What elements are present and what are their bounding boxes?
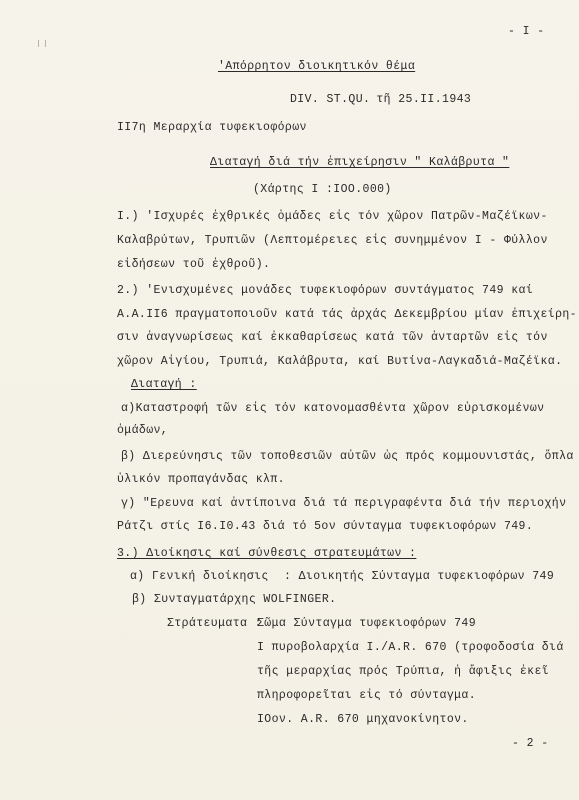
pencil-mark bbox=[38, 40, 46, 47]
order-c-line1: γ) "Ερευνα καί ἀντίποινα διά τά περιγραφέντα διά τήν περιοχήν bbox=[121, 497, 567, 510]
division-line: II7η Μεραρχία τυφεκιοφόρων bbox=[117, 121, 307, 134]
section1-line2: Καλαβρύτων, Τρυπιῶν (Λεπτομέρειες εἰς συνημμένον I - Φύλλον bbox=[117, 234, 548, 247]
section1-line3: εἰδήσεων τοῦ ἐχθροῦ). bbox=[117, 258, 271, 271]
page-number-top: - I - bbox=[508, 25, 545, 38]
order-a-line2: ὁμάδων, bbox=[117, 424, 169, 437]
order-c-line2: Ράτζι στίς I6.I0.43 διά τό 5ον σύνταγμα τυφεκιοφόρων 749. bbox=[117, 520, 534, 533]
order-b-line2: ὑλικόν προπαγάνδας κλπ. bbox=[117, 473, 285, 486]
order-b-line1: β) Διερεύνησις τῶν τοποθεσιῶν αὐτῶν ὡς πρός κομμουνιστάς, ὅπλα bbox=[121, 450, 574, 463]
troops-label: Στράτευματα : bbox=[167, 617, 262, 630]
document-title: Διαταγή διά τήν ἐπιχείρησιν " Καλάβρυτα " bbox=[210, 156, 510, 169]
order-a-line1: α)Καταστροφή τῶν εἰς τόν κατονομασθέντα χῶρον εὑρισκομένων bbox=[121, 402, 545, 415]
classification-line: 'Απόρρητον διοικητικόν θέμα bbox=[218, 60, 416, 73]
section2-line3: σιν ἀναγνωρίσεως καί ἐκκαθαρίσεως κατά τῶν ἀνταρτῶν εἰς τόν bbox=[117, 331, 548, 344]
section1-line1: I.) 'Ισχυρές ἐχθρικές ὁμάδες εἰς τόν χῶρον Πατρῶν-Μαζέϊκων- bbox=[117, 210, 548, 223]
section3-b-line: β) Συνταγματάρχης WOLFINGER. bbox=[132, 593, 337, 606]
section3-a-value: : Διοικητής Σύνταγμα τυφεκιοφόρων 749 bbox=[284, 570, 555, 583]
troops-line2: I πυροβολαρχία I./A.R. 670 (τροφοδοσία διά bbox=[257, 641, 564, 654]
troops-line1: Σῶμα Σύνταγμα τυφεκιοφόρων 749 bbox=[257, 617, 477, 630]
order-heading: Διαταγή : bbox=[131, 378, 197, 391]
section2-line1: 2.) 'Ενισχυμένες μονάδες τυφεκιοφόρων συντάγματος 749 καί bbox=[117, 284, 534, 297]
troops-line3: τῆς μεραρχίας πρός Τρύπια, ἡ ἄφιξις ἐκεῖ bbox=[257, 665, 550, 678]
header-line bbox=[290, 93, 471, 107]
map-reference: (Χάρτης I :IOO.000) bbox=[253, 183, 392, 196]
section2-line2: A.A.II6 πραγματοποιοῦν κατά τάς ἀρχάς Δεκεμβρίου μίαν ἐπιχείρη- bbox=[117, 308, 577, 321]
header-date: τῆ 25.II.1943 bbox=[376, 93, 472, 106]
section3-a-label: α) Γενική διοίκησις bbox=[130, 570, 269, 583]
section2-line4: χῶρον Αἰγίου, Τρυπιά, Καλάβρυτα, καί Βυτίνα-Λαγκαδιά-Μαζέϊκα. bbox=[117, 355, 563, 368]
page-number-bottom: - 2 - bbox=[512, 737, 549, 750]
troops-line4: πληροφορεῖται εἰς τό σύνταγμα. bbox=[257, 689, 477, 702]
section3-heading: 3.) Διοίκησις καί σύνθεσις στρατευμάτων : bbox=[117, 547, 417, 560]
troops-line5: IOον. A.R. 670 μηχανοκίνητον. bbox=[257, 713, 469, 726]
header-unit: DIV. ST.QU. bbox=[290, 93, 371, 106]
